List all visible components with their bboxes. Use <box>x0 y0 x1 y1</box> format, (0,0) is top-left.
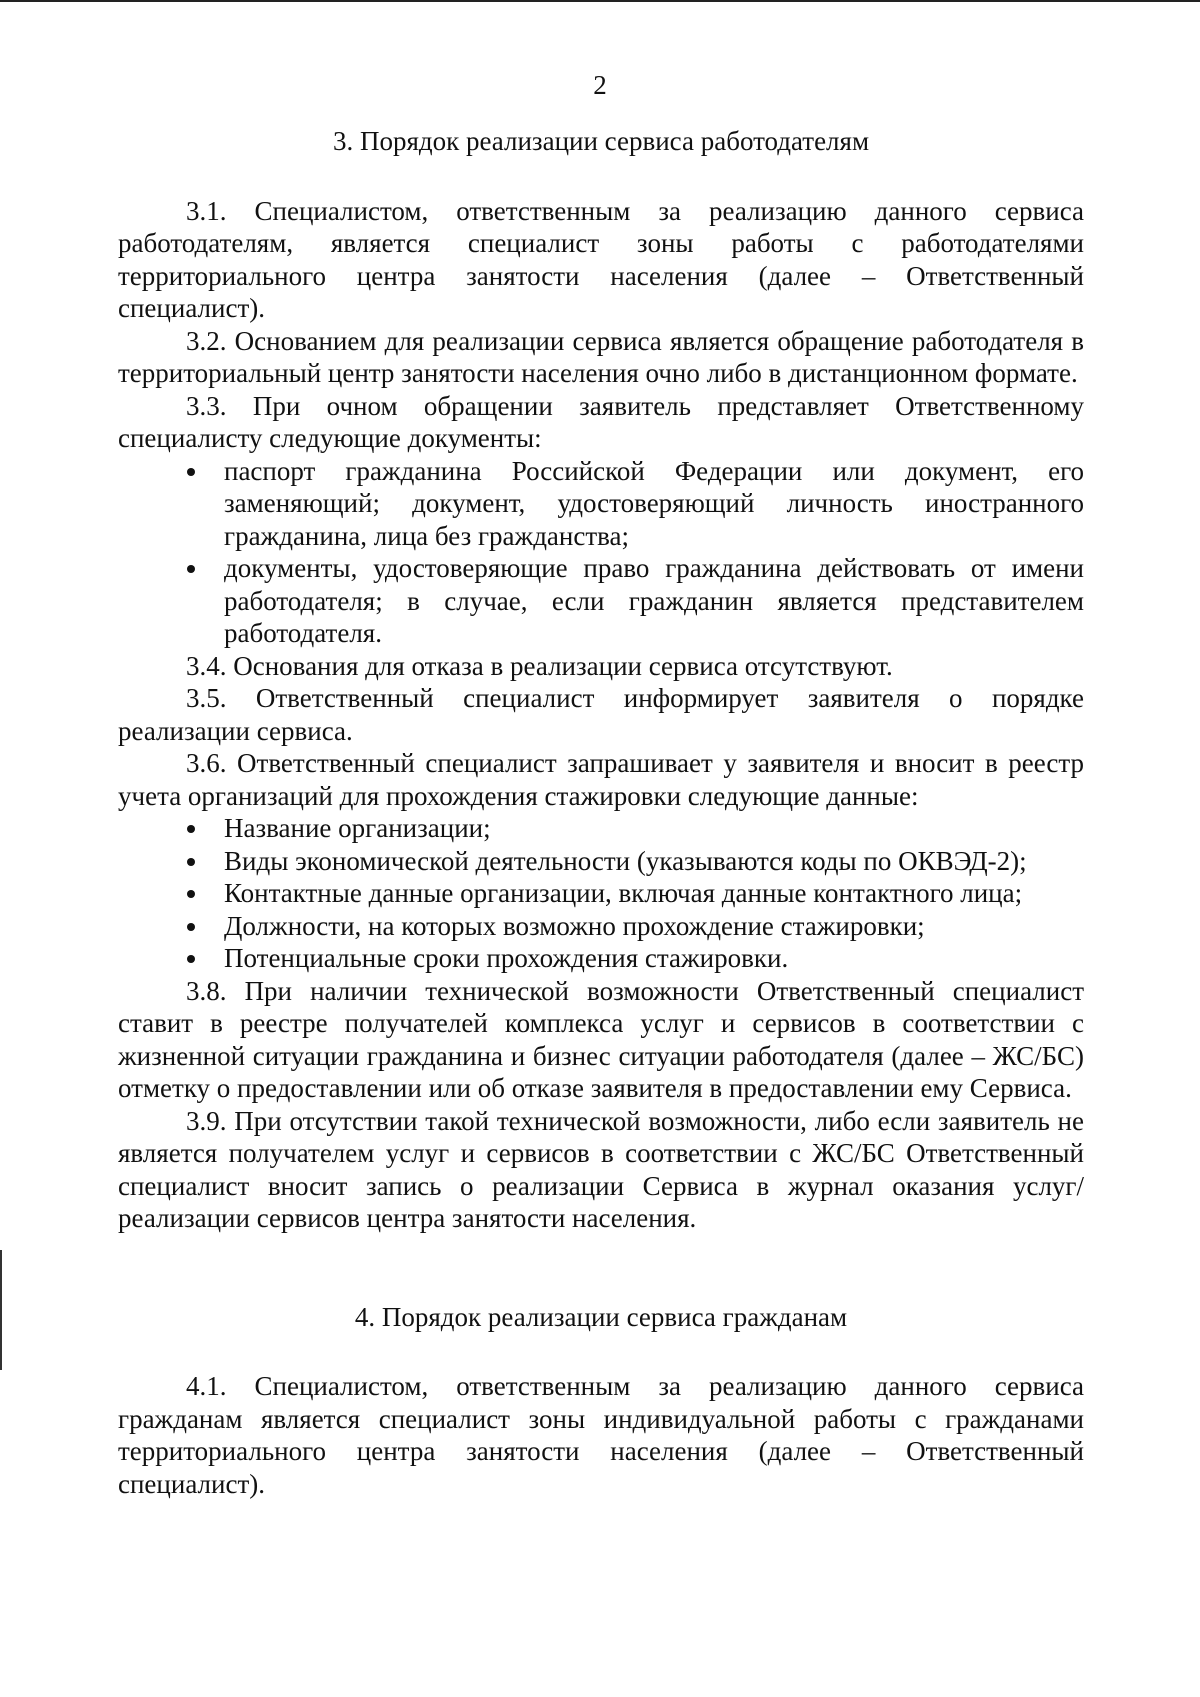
paragraph-4-1: 4.1. Специалистом, ответственным за реализацию данного сервиса гражданам является специалист зоны индивидуальной работы с гражданами территориального центра занятости населения (далее – Ответственный специалист). <box>118 1371 1084 1499</box>
paragraph-3-3: 3.3. При очном обращении заявитель представляет Ответственному специалисту следующие документы: <box>118 390 1084 453</box>
paragraph-3-2: 3.2. Основанием для реализации сервиса является обращение работодателя в территориальный центр занятости населения очно либо в дистанционном формате. <box>118 325 1084 388</box>
list-item: Должности, на которых возможно прохождение стажировки; <box>224 910 1084 943</box>
list-item: Потенциальные сроки прохождения стажировки. <box>224 942 1084 975</box>
section-4-heading: 4. Порядок реализации сервиса гражданам <box>354 1301 848 1332</box>
paragraph-3-8: 3.8. При наличии технической возможности Ответственный специалист ставит в реестре получателей комплекса услуг и сервисов в соответствии с жизненной ситуации гражданина и бизнес ситуации работодателя (далее – ЖС/БС) отметку о предоставлении или об отказе заявителя в предоставлении ему Сервиса. <box>118 975 1084 1103</box>
list-item: Контактные данные организации, включая данные контактного лица; <box>224 877 1084 910</box>
paragraph-3-9: 3.9. При отсутствии такой технической возможности, либо если заявитель не является получателем услуг и сервисов в соответствии с ЖС/БС Ответственный специалист вносит запись о реализации Сервиса в журнал оказания услуг/ реализации сервисов центра занятости населения. <box>118 1105 1084 1233</box>
paragraph-3-5: 3.5. Ответственный специалист информирует заявителя о порядке реализации сервиса. <box>118 683 1084 746</box>
document-body <box>118 125 1084 1500</box>
paragraph-3-4: 3.4. Основания для отказа в реализации сервиса отсутствуют. <box>186 650 893 681</box>
required-documents-list <box>118 455 1084 650</box>
registry-data-list <box>118 812 1084 975</box>
list-item: Виды экономической деятельности (указываются коды по ОКВЭД-2); <box>224 845 1084 878</box>
page-number: 2 <box>593 70 607 100</box>
paragraph-3-6: 3.6. Ответственный специалист запрашивает у заявителя и вносит в реестр учета организаций для прохождения стажировки следующие данные: <box>118 748 1084 811</box>
scan-top-edge <box>0 0 1200 2</box>
list-item: Название организации; <box>224 812 1084 845</box>
paragraph-3-1: 3.1. Специалистом, ответственным за реализацию данного сервиса работодателям, является специалист зоны работы с работодателями территориального центра занятости населения (далее – Ответственный специалист). <box>118 195 1084 323</box>
list-item: паспорт гражданина Российской Федерации или документ, его заменяющий; документ, удостоверяющий личность иностранного гражданина, лица без гражданства; <box>224 455 1084 551</box>
scan-side-edge <box>0 1250 2 1370</box>
section-3-heading: 3. Порядок реализации сервиса работодателям <box>332 126 870 156</box>
list-item: документы, удостоверяющие право гражданина действовать от имени работодателя; в случае, если гражданин является представителем работодателя. <box>224 553 1084 648</box>
